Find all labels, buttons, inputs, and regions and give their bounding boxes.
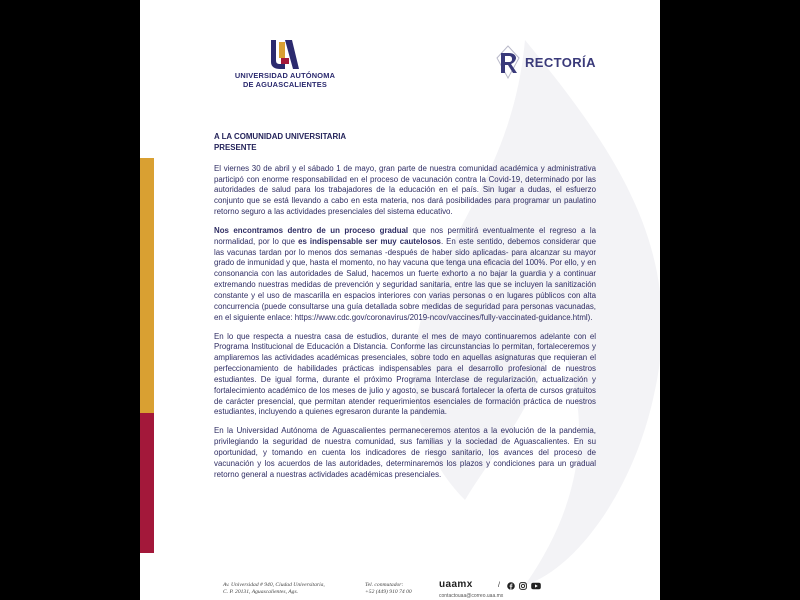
footer-address	[223, 582, 325, 596]
footer-brand: uaamx	[439, 579, 473, 590]
university-logo	[220, 38, 350, 90]
accent-bar-red	[140, 413, 154, 553]
university-name-line1: UNIVERSIDAD AUTÓNOMA	[234, 71, 336, 80]
paragraph-2-text-1: que nos permitirá eventualmente el regreso a la normalidad, por lo que	[214, 225, 596, 246]
paragraph-3: En lo que respecta a nuestra casa de estudios, durante el mes de mayo continuaremos adelante con el Programa Institucional de Educación a Distancia. Conforme las circunstancias lo permitan, fortaleceremos y ampliaremos las actividades académicas presenciales, sobre todo en aquellas asignaturas que requieran el perfeccionamiento de habilidades prácticas indispensables para el desarrollo profesional de nuestros estudiantes. De igual forma, durante el próximo Programa Interclase de regularización, actualización y fortalecimiento académico de los meses de julio y agosto, se buscará fortalecer la oferta de cursos gratuitos de carácter presencial, que permitan atender requerimientos esenciales de formación práctica de nuestros estudiantes, incluyendo a quienes egresaron durante la pandemia.	[214, 331, 596, 417]
recipient-line2: PRESENTE	[214, 142, 257, 152]
rectoria-emblem-icon	[495, 45, 521, 79]
paragraph-4: En la Universidad Autónoma de Aguascalientes permaneceremos atentos a la evolución de la pandemia, privilegiando la seguridad de nuestra comunidad, sus familias y la sociedad de Aguascalientes. En su oportunidad, y tomando en cuenta los indicadores de riesgo sanitario, los avances del proceso de vacunación y los acuerdos de las autoridades, determinaremos los plazos y condiciones para un gradual retorno general a nuestras actividades académicas presenciales.	[214, 426, 596, 479]
letter-page	[140, 0, 660, 600]
rectoria-logo	[495, 42, 596, 82]
footer	[223, 579, 623, 600]
social-icons	[495, 582, 539, 590]
facebook-icon[interactable]	[507, 582, 515, 590]
youtube-icon[interactable]	[531, 582, 539, 590]
slash-icon: /	[498, 582, 500, 589]
letter-body	[214, 132, 596, 480]
paragraph-2-bold-1: Nos encontramos dentro de un proceso gradual	[214, 225, 409, 235]
uaa-emblem-icon	[265, 38, 305, 70]
paragraph-2	[214, 226, 596, 324]
footer-contact[interactable]: contactouaa@correo.uaa.mx	[439, 593, 504, 599]
university-name-line2: DE AGUASCALIENTES	[242, 80, 328, 89]
rectoria-label: RECTORÍA	[525, 54, 596, 70]
paragraph-2-text-2: . En este sentido, debemos considerar que las vacunas tardan por lo menos dos semanas -después de haber sido aplicadas- para alcanzar su mayor grado de inmunidad y que, hasta el momento, no hay vacuna que tenga una eficacia del 100%. Por ello, y en consonancia con las autoridades de Salud, hacemos un fuerte exhorto a no bajar la guardia y a continuar extremando nuestras medidas de prevención y seguridad sanitaria, entre las que se incluyen la sanitización constante y el uso de mascarilla en espacios interiores con varias personas o en lugares públicos con alta concurrencia (puede consultarse una guía detallada sobre medidas de seguridad para personas vacunadas, en el siguiente enlace: https://www.cdc.gov/coronavirus/2019-ncov/vaccines/fully-vaccinated-guidance.html).	[214, 236, 597, 322]
phone-number: +52 (449) 910 74 00	[365, 589, 412, 595]
phone-label: Tel. conmutador:	[365, 582, 404, 588]
paragraph-2-bold-2: es indispensable ser muy cautelosos	[298, 236, 441, 246]
paragraph-1: El viernes 30 de abril y el sábado 1 de mayo, gran parte de nuestra comunidad académica y administrativa participó con enorme responsabilidad en el proceso de vacunación contra la Covid-19, determinado por las autoridades de salud para los trabajadores de la educación en el país. Sin lugar a dudas, el esfuerzo conjunto que se está llevando a cabo en esta materia, nos dará posibilidades para programar un paulatino retorno seguro a las actividades presenciales del sistema educativo.	[214, 163, 596, 217]
footer-phone	[365, 582, 412, 596]
address-line2: C. P. 20131, Aguascalientes, Ags.	[223, 589, 299, 595]
address-line1: Av. Universidad # 940, Ciudad Universitaria,	[223, 582, 325, 588]
instagram-icon[interactable]	[519, 582, 527, 590]
accent-bar-gold	[140, 158, 154, 413]
recipient-line1: A LA COMUNIDAD UNIVERSITARIA	[214, 132, 347, 141]
